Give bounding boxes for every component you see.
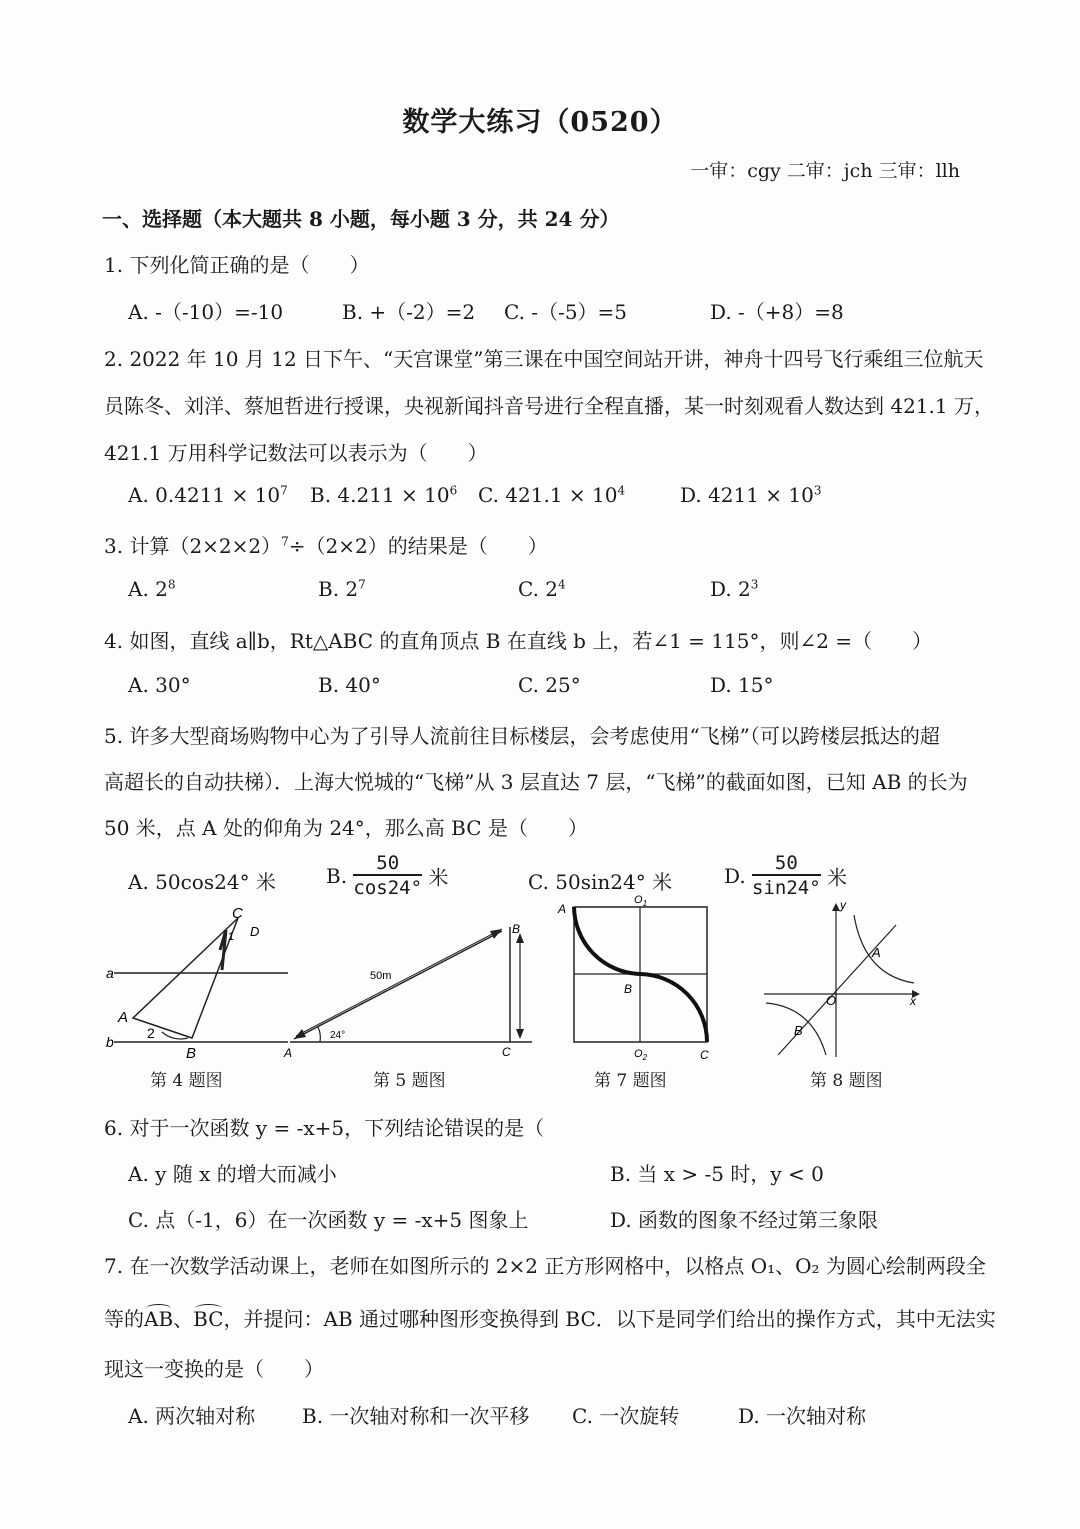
fig5-length-label: 50m <box>370 970 392 982</box>
question-5-line-1: 5. 许多大型商场购物中心为了引导人流前往目标楼层，会考虑使用“飞梯”（可以跨楼层抵达的超 <box>104 724 940 748</box>
question-2-line-3: 421.1 万用科学记数法可以表示为（ ） <box>104 441 488 465</box>
question-5-line-2: 高超长的自动扶梯）．上海大悦城的“飞梯”从 3 层直达 7 层，“飞梯”的截面如图，已知 AB 的长为 <box>104 770 968 794</box>
question-4-option-c: C. 25° <box>518 673 581 697</box>
question-6-option-a: A. y 随 x 的增大而减小 <box>128 1162 337 1186</box>
question-4-option-b: B. 40° <box>318 673 381 697</box>
question-2-option-c: C. $421.1 \times 10^4$ <box>478 483 626 507</box>
question-2-option-d: D. $4211 \times 10^3$ <box>680 483 822 507</box>
figure-4 <box>100 900 300 1060</box>
question-7-option-c: C. 一次旋转 <box>572 1404 680 1428</box>
question-6-option-c: C. 点（-1，6）在一次函数 y = -x+5 图象上 <box>128 1208 529 1232</box>
fig8-x-axis-label: x <box>910 994 916 1008</box>
fig4-point-b-label: B <box>186 1045 197 1060</box>
question-5-option-a: A. 50cos24° 米 <box>128 870 276 894</box>
question-4-option-a: A. 30° <box>128 673 191 697</box>
question-7-option-a: A. 两次轴对称 <box>128 1404 256 1428</box>
figure-8-caption: 第 8 题图 <box>810 1071 883 1091</box>
question-3-option-b: B. $2^7$ <box>318 577 366 601</box>
question-2-option-a: A. $0.4211 \times 10^7$ <box>128 483 288 507</box>
fraction-50-over-sin24: $\frac{50}{\sin 24^\circ}$ <box>752 852 821 899</box>
question-1-option-c: C. -（-5）=5 <box>504 300 628 324</box>
page-title: 数学大练习（0520） <box>402 107 678 138</box>
figure-5 <box>280 915 540 1060</box>
question-2-line-1: 2. 2022 年 10 月 12 日下午、“天宫课堂”第三课在中国空间站开讲，神舟十四号飞行乘组三位航天 <box>104 347 984 371</box>
fig8-point-b-label: B <box>794 1023 803 1038</box>
question-5-option-b: B. $\frac{50}{\cos 24^\circ}$ 米 <box>326 852 449 899</box>
question-3-option-d: D. $2^3$ <box>710 577 759 601</box>
question-7-line-2: 等的AB、BC，并提问：AB 通过哪种图形变换得到 BC．以下是同学们给出的操作方式，其中无法实 <box>104 1307 996 1331</box>
question-6-stem: 6. 对于一次函数 y = -x+5，下列结论错误的是（ <box>104 1116 545 1140</box>
fig7-o1-label: $O_1$ <box>634 895 648 908</box>
question-2-line-2: 员陈冬、刘洋、蔡旭哲进行授课，央视新闻抖音号进行全程直播，某一时刻观看人数达到 421.1 万， <box>104 394 994 418</box>
fig4-angle-2-label: 2 <box>147 1025 155 1041</box>
figure-5-caption: 第 5 题图 <box>373 1071 446 1091</box>
question-7-option-d: D. 一次轴对称 <box>738 1404 867 1428</box>
fig7-point-b-label: B <box>624 982 633 996</box>
question-1-option-a: A. -（-10）=-10 <box>128 300 284 324</box>
fig8-point-a-label: A <box>872 945 881 960</box>
figure-8 <box>756 895 926 1060</box>
figure-7 <box>550 895 720 1065</box>
fig4-point-c-label: C <box>232 905 243 922</box>
fig5-angle-label: 24° <box>330 1030 346 1041</box>
question-5-line-3: 50 米，点 A 处的仰角为 24°，那么高 BC 是（ ） <box>104 816 588 840</box>
fig5-point-a-label: A <box>284 1046 293 1060</box>
fig5-point-c-label: C <box>502 1045 511 1059</box>
question-3-option-a: A. $2^8$ <box>128 577 176 601</box>
question-5-option-c: C. 50sin24° 米 <box>528 870 673 894</box>
question-3-stem: 3. 计算$(2\times 2\times 2)^7\div(2\times 2)$的结果是（ ） <box>104 534 548 558</box>
fig4-line-a-label: a <box>106 965 114 981</box>
question-1-stem: 1. 下列化简正确的是（ ） <box>104 253 370 277</box>
question-7-line-1: 7. 在一次数学活动课上，老师在如图所示的 2×2 正方形网格中，以格点 O₁、O₂ 为圆心绘制两段全 <box>104 1254 986 1278</box>
question-6-option-d: D. 函数的图象不经过第三象限 <box>610 1208 879 1232</box>
question-4-stem: 4. 如图，直线 a∥b，Rt△ABC 的直角顶点 B 在直线 b 上，若∠1 = 115°，则∠2 =（ ） <box>104 629 933 653</box>
question-7-option-b: B. 一次轴对称和一次平移 <box>302 1404 530 1428</box>
question-1-option-d: D. -（+8）=8 <box>710 300 844 324</box>
question-7-line-3: 现这一变换的是（ ） <box>104 1357 324 1381</box>
fig4-angle-1-label: 1 <box>228 931 235 943</box>
question-2-option-b: B. $4.211 \times 10^6$ <box>310 483 458 507</box>
figure-4-caption: 第 4 题图 <box>150 1071 223 1091</box>
question-4-option-d: D. 15° <box>710 673 774 697</box>
fig8-origin-label: O <box>826 993 837 1008</box>
question-1-option-b: B. +（-2）=2 <box>342 300 476 324</box>
fig4-point-a-label: A <box>118 1009 129 1026</box>
question-5-option-d: D. $\frac{50}{\sin 24^\circ}$ 米 <box>724 852 848 899</box>
question-6-option-b: B. 当 x > -5 时，y < 0 <box>610 1162 824 1186</box>
fig4-line-b-label: b <box>106 1034 114 1050</box>
fig8-y-axis-label: y <box>840 898 846 912</box>
question-3-option-c: C. $2^4$ <box>518 577 566 601</box>
section-heading: 一、选择题（本大题共 8 小题，每小题 3 分，共 24 分） <box>102 207 620 231</box>
fraction-50-over-cos24: $\frac{50}{\cos 24^\circ}$ <box>353 852 423 899</box>
arc-ab: AB <box>144 1307 174 1331</box>
fig7-o2-label: $O_2$ <box>634 1048 648 1062</box>
fig7-point-a-label: A <box>558 902 567 916</box>
reviewers-line: 一审：cgy 二审：jch 三审：llh <box>690 160 960 182</box>
fig7-point-c-label: C <box>700 1048 709 1062</box>
fig5-point-b-label: B <box>512 922 521 936</box>
fig4-point-d-label: D <box>250 924 260 939</box>
figure-7-caption: 第 7 题图 <box>594 1071 667 1091</box>
arc-bc: BC <box>193 1307 224 1331</box>
